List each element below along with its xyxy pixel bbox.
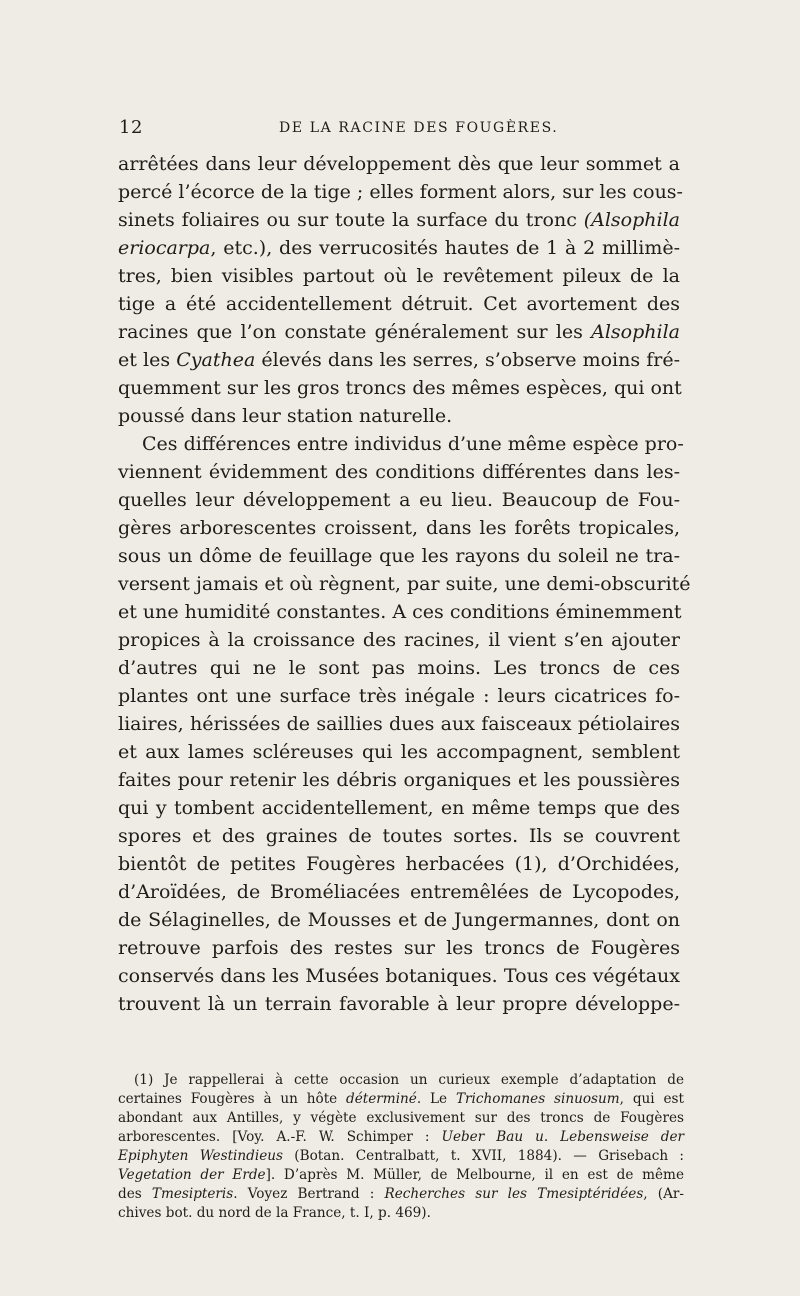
footnote-line: chives bot. du nord de la France, t. I, p. 469). <box>118 1205 431 1221</box>
text-line: liaires, hérissées de saillies dues aux faisceaux pétiolaires <box>118 713 680 735</box>
text-line: faites pour retenir les débris organiques et les poussières <box>118 769 680 791</box>
text-line: Ces différences entre individus d’une même espèce pro- <box>142 433 684 455</box>
text-line: percé l’écorce de la tige ; elles forment alors, sur les cous- <box>118 181 683 203</box>
text-line: propices à la croissance des racines, il vient s’en ajouter <box>118 629 680 651</box>
text-line: d’autres qui ne le sont pas moins. Les troncs de ces <box>118 657 680 679</box>
text-line: spores et des graines de toutes sortes. Ils se couvrent <box>118 825 680 847</box>
text-line: tige a été accidentellement détruit. Cet avortement des <box>118 293 680 315</box>
footnote <box>118 1071 684 1223</box>
text-line: eriocarpa, etc.), des verrucosités hautes de 1 à 2 millimè- <box>118 237 680 259</box>
text-line: quelles leur développement a eu lieu. Beaucoup de Fou- <box>118 489 680 511</box>
text-line: et une humidité constantes. A ces conditions éminemment <box>118 601 682 623</box>
text-line: et aux lames scléreuses qui les accompagnent, semblent <box>118 741 680 763</box>
text-line: retrouve parfois des restes sur les troncs de Fougères <box>118 937 680 959</box>
running-title: DE LA RACINE DES FOUGÈRES. <box>279 120 559 136</box>
text-line: quemment sur les gros troncs des mêmes espèces, qui ont <box>118 377 682 399</box>
footnote-line: certaines Fougères à un hôte déterminé. Le Trichomanes sinuosum, qui est <box>118 1091 684 1107</box>
page-number: 12 <box>119 117 143 138</box>
footnote-line: Vegetation der Erde]. D’après M. Müller, de Melbourne, il en est de même <box>118 1167 684 1183</box>
text-line: racines que l’on constate généralement sur les Alsophila <box>118 321 680 343</box>
text-line: de Sélaginelles, de Mousses et de Jungermannes, dont on <box>118 909 680 931</box>
text-line: trouvent là un terrain favorable à leur propre développe- <box>118 993 680 1015</box>
text-line: et les Cyathea élevés dans les serres, s’observe moins fré- <box>118 349 681 371</box>
footnote-line: Epiphyten Westindieus (Botan. Centralbatt, t. XVII, 1884). — Grisebach : <box>118 1148 685 1164</box>
text-line: versent jamais et où règnent, par suite, une demi-obscurité <box>118 573 691 595</box>
body-text <box>118 150 691 1018</box>
footnote-line: arborescentes. [Voy. A.-F. W. Schimper : Ueber Bau u. Lebensweise der <box>118 1129 684 1145</box>
text-line: bientôt de petites Fougères herbacées (1), d’Orchidées, <box>118 853 680 875</box>
page-header <box>119 116 679 140</box>
text-line: gères arborescentes croissent, dans les forêts tropicales, <box>118 517 680 539</box>
text-line: plantes ont une surface très inégale : leurs cicatrices fo- <box>118 685 680 707</box>
text-line: poussé dans leur station naturelle. <box>118 405 453 427</box>
text-line: conservés dans les Musées botaniques. Tous ces végétaux <box>118 965 680 987</box>
text-line: arrêtées dans leur développement dès que leur sommet a <box>118 153 680 175</box>
footnote-line: des Tmesipteris. Voyez Bertrand : Recherches sur les Tmesiptéridées, (Ar- <box>118 1186 684 1202</box>
text-line: qui y tombent accidentellement, en même temps que des <box>118 797 680 819</box>
text-line: sinets foliaires ou sur toute la surface du tronc (Alsophila <box>118 209 680 231</box>
footnote-line: (1) Je rappellerai à cette occasion un curieux exemple d’adaptation de <box>134 1072 684 1088</box>
text-line: d’Aroïdées, de Broméliacées entremêlées de Lycopodes, <box>118 881 680 903</box>
text-line: sous un dôme de feuillage que les rayons du soleil ne tra- <box>118 545 680 567</box>
text-line: viennent évidemment des conditions différentes dans les- <box>118 461 680 483</box>
footnote-line: abondant aux Antilles, y végète exclusivement sur des troncs de Fougères <box>118 1110 684 1126</box>
text-line: tres, bien visibles partout où le revêtement pileux de la <box>118 265 680 287</box>
